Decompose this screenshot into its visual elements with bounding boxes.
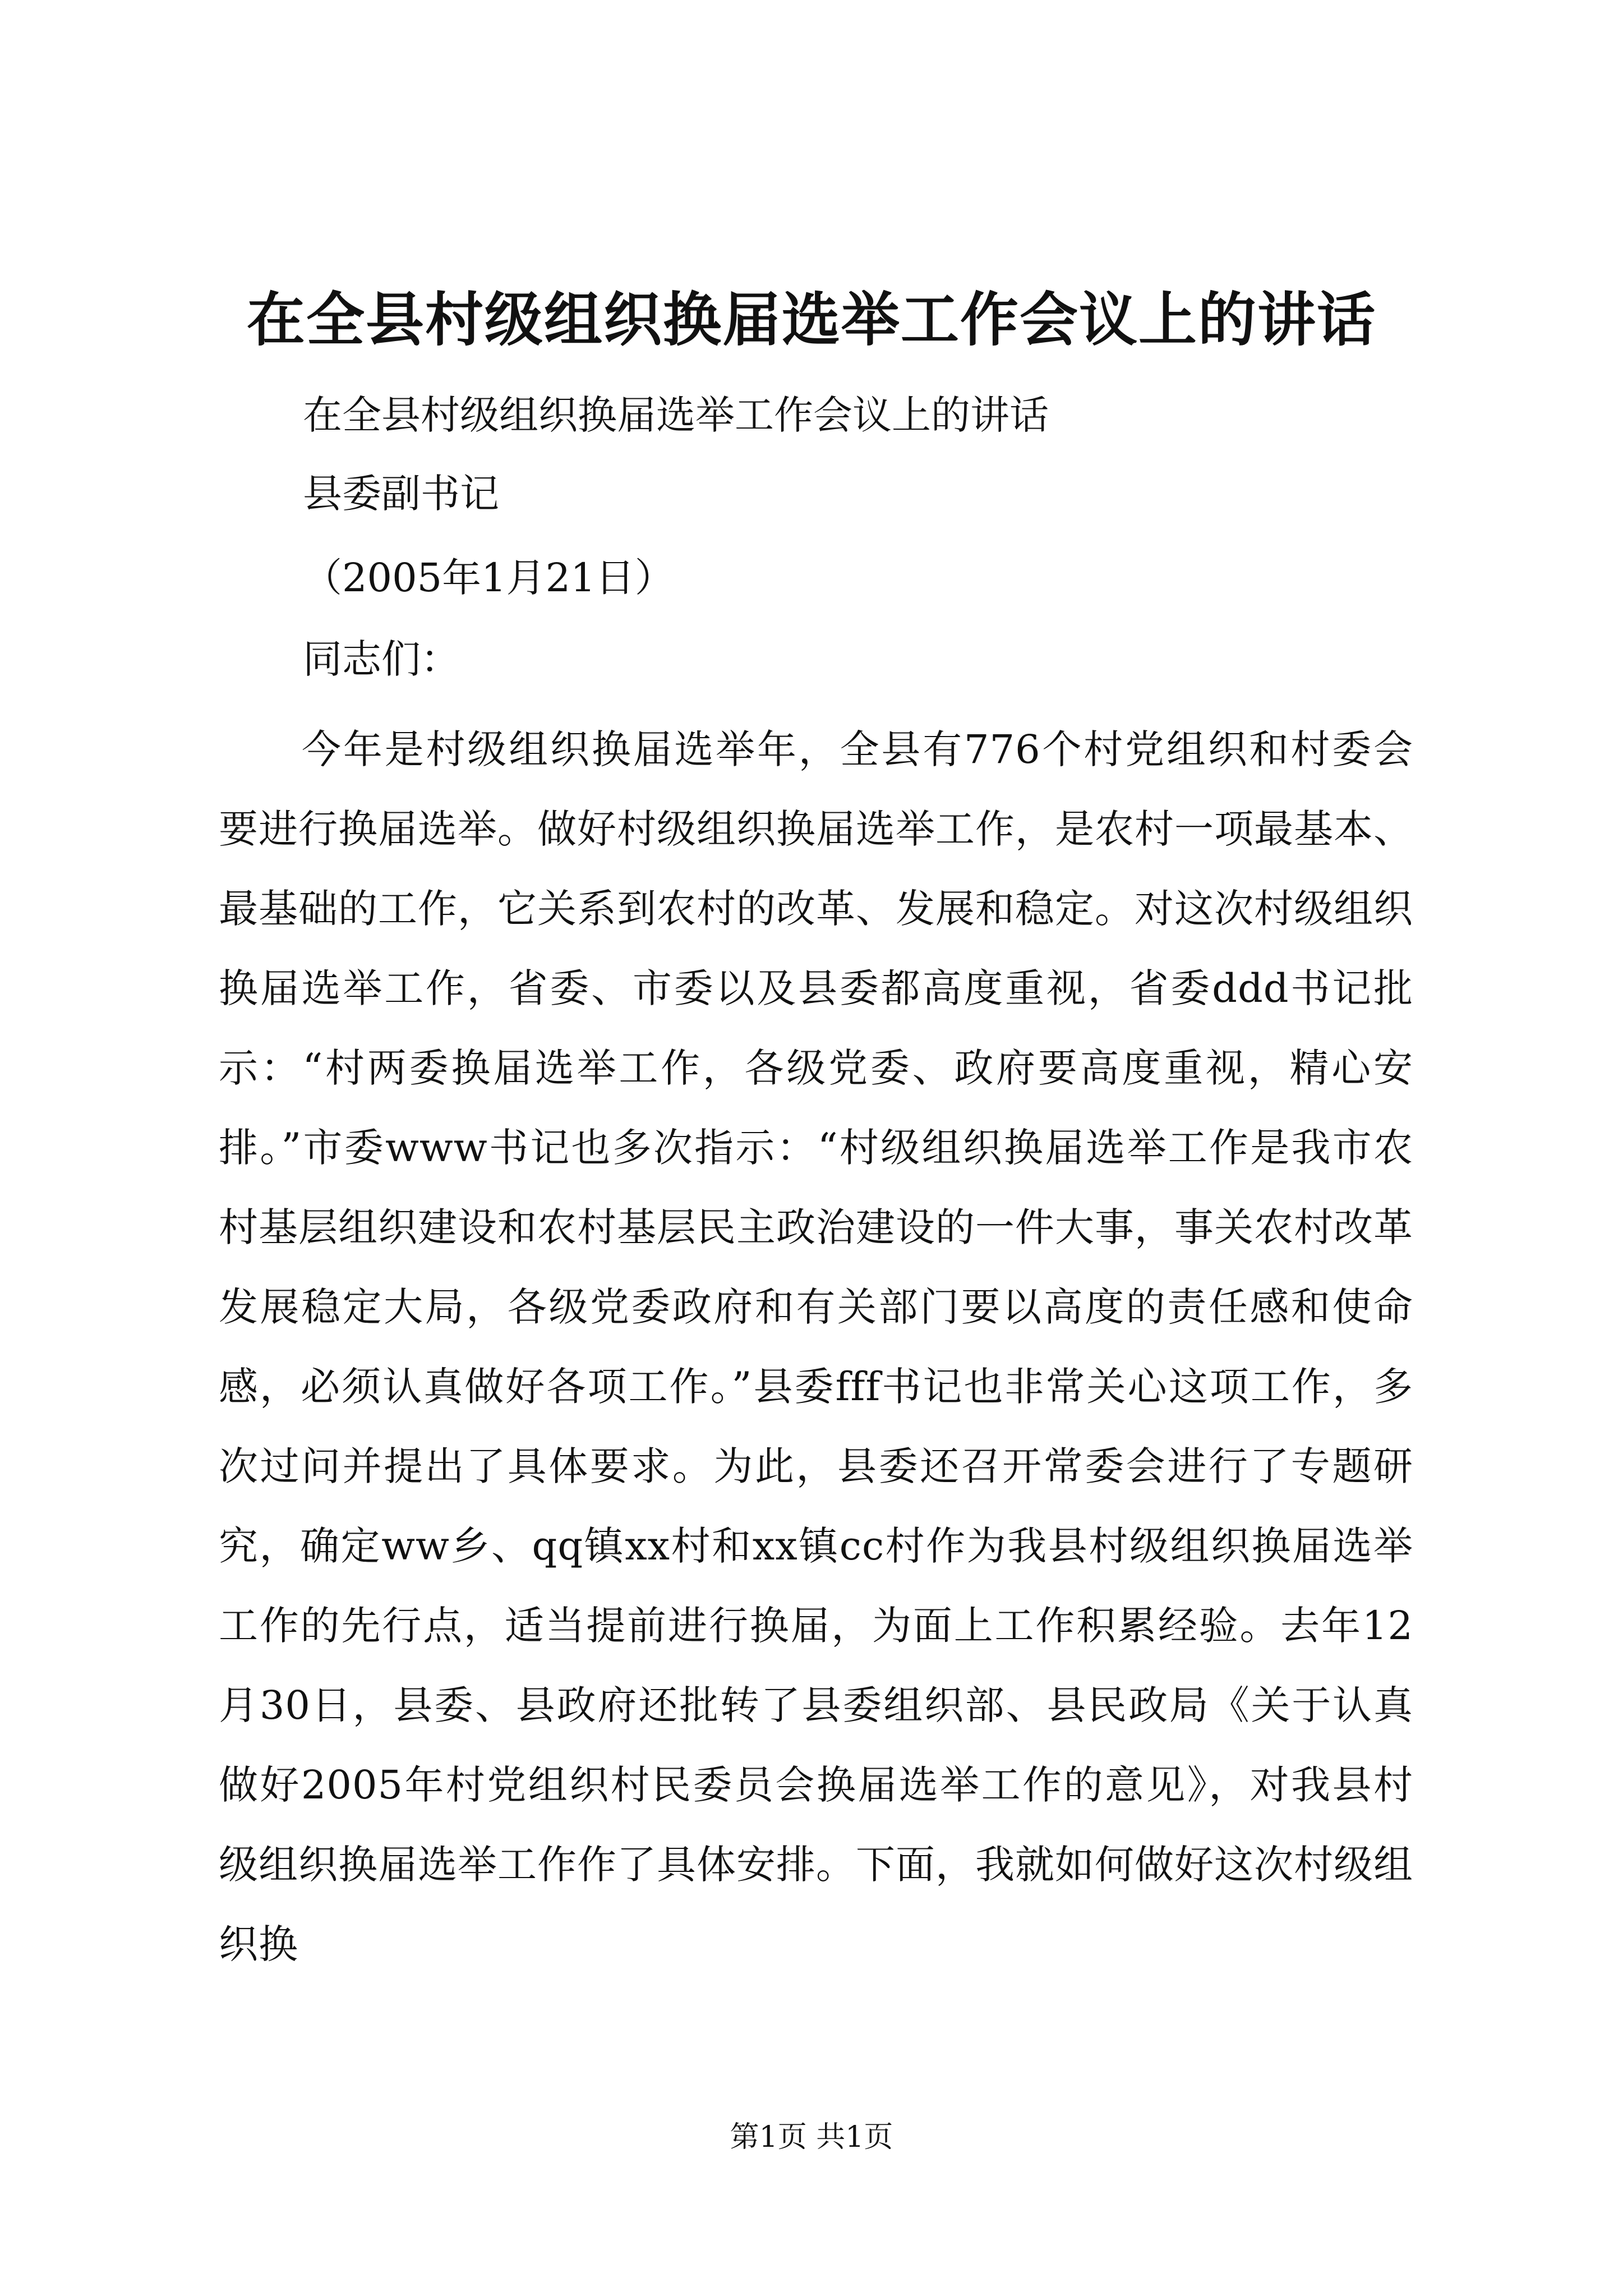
salutation: 同志们： xyxy=(303,636,460,682)
document-title: 在全县村级组织换届选举工作会议上的讲话 xyxy=(246,286,1376,354)
speaker-line: 县委副书记 xyxy=(303,471,499,517)
body-paragraph: 今年是村级组织换届选举年，全县有776个村党组织和村委会要进行换届选举。做好村级组织换届选举工作，是农村一项最基本、最基础的工作，它关系到农村的改革、发展和稳定。对这次村级组织换届选举工作，省委、市委以及县委都高度重视，省委ddd书记批示：“村两委换届选举工作，各级党委、政府要高度重视，精心安排。”市委www书记也多次指示：“村级组织换届选举工作是我市农村基层组织建设和农村基层民主政治建设的一件大事，事关农村改革发展稳定大局，各级党委政府和有关部门要以高度的责任感和使命感，必须认真做好各项工作。”县委fff书记也非常关心这项工作，多次过问并提出了具体要求。为此，县委还召开常委会进行了专题研究，确定ww乡、qq镇xx村和xx镇cc村作为我县村级组织换届选举工作的先行点，适当提前进行换届，为面上工作积累经验。去年12月30日，县委、县政府还批转了县委组织部、县民政局《关于认真做好2005年村党组织村民委员会换届选举工作的意见》，对我县村级组织换届选举工作作了具体安排。下面，我就如何做好这次村级组织换 xyxy=(219,726,1413,1967)
page-footer: 第1页 共1页 xyxy=(730,2120,893,2154)
date-line: （2005年1月21日） xyxy=(303,555,674,601)
document-subtitle: 在全县村级组织换届选举工作会议上的讲话 xyxy=(303,392,1049,438)
